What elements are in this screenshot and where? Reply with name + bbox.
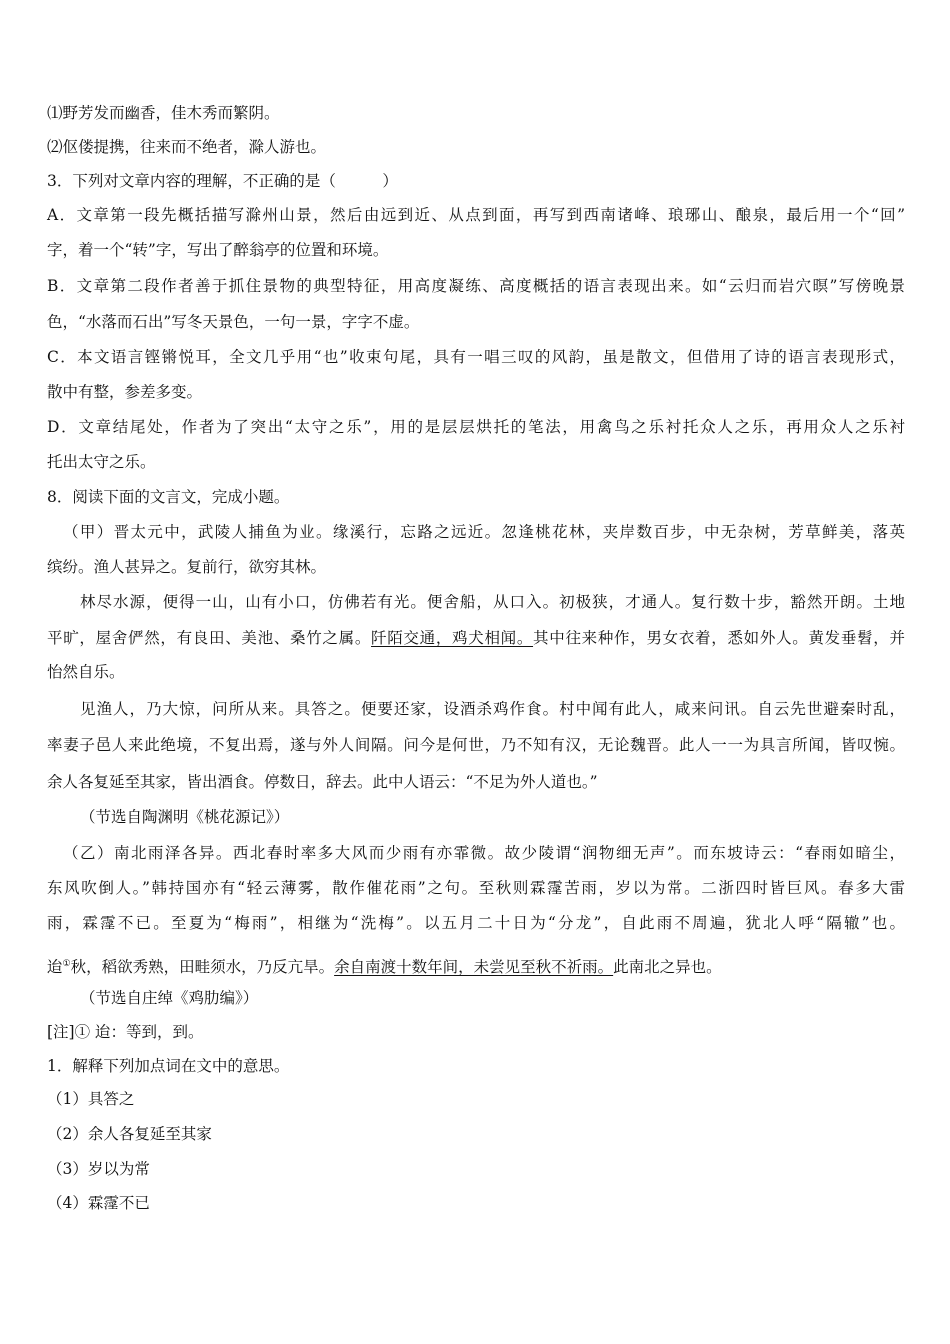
sub-question-4: （4）霖霪不已 xyxy=(47,1194,150,1212)
passage-jia-line1: （甲）晋太元中，武陵人捕鱼为业。缘溪行，忘路之远近。忽逢桃花林，夹岸数百步，中无杂树，芳草鲜美，落英 xyxy=(63,523,905,541)
passage-jia-line6: 见渔人，乃大惊，问所从来。具答之。便要还家，设酒杀鸡作食。村中闻有此人，咸来问讯。自云先世避秦时乱， xyxy=(80,700,905,718)
passage-yi-line3: 雨，霖霪不已。至夏为“梅雨”，相继为“洗梅”。以五月二十日为“分龙”，自此雨不周遍，犹北人呼“隔辙”也。 xyxy=(47,914,905,932)
option-b-line1: B．文章第二段作者善于抓住景物的典型特征，用高度凝练、高度概括的语言表现出来。如“云归而岩穴暝”写傍晚景 xyxy=(47,277,905,295)
passage-jia-line8: 余人各复延至其家，皆出酒食。停数日，辞去。此中人语云：“不足为外人道也。” xyxy=(47,773,598,791)
passage-jia-line5: 怡然自乐。 xyxy=(47,663,125,681)
text-segment: 此南北之异也。 xyxy=(613,958,722,977)
passage-yi-line2: 东风吹倒人。”韩持国亦有“轻云薄雾，散作催花雨”之句。至秋则霖霪苦雨，岁以为常。二浙四时皆巨风。春多大雷 xyxy=(47,879,905,897)
question-1: 1．解释下列加点词在文中的意思。 xyxy=(47,1057,290,1075)
option-a-line2: 字，着一个“转”字，写出了醉翁亭的位置和环境。 xyxy=(47,241,389,259)
passage-jia-line4 xyxy=(47,628,905,648)
question-8: 8．阅读下面的文言文，完成小题。 xyxy=(47,488,290,506)
passage-yi-line4 xyxy=(47,954,905,977)
text-segment: 平旷，屋舍俨然，有良田、美池、桑竹之属。 xyxy=(47,629,372,647)
footnote-marker: ① xyxy=(62,959,71,969)
source-yi: （节选自庄绰《鸡肋编》） xyxy=(80,989,259,1007)
sub-question-1: （1）具答之 xyxy=(47,1090,135,1108)
passage-jia-line2: 缤纷。渔人甚异之。复前行，欲穷其林。 xyxy=(47,558,327,576)
passage-yi-line1: （乙）南北雨泽各异。西北春时率多大风而少雨有亦霏微。故少陵谓“润物细无声”。而东坡诗云：“春雨如暗尘， xyxy=(63,844,905,862)
translation-item-2: ⑵伛偻提携，往来而不绝者，滁人游也。 xyxy=(47,138,327,156)
option-c-line2: 散中有整，参差多变。 xyxy=(47,383,203,401)
question-3: 3．下列对文章内容的理解，不正确的是（ ） xyxy=(47,172,398,190)
text-segment: 其中往来种作，男女衣着，悉如外人。黄发垂髫，并 xyxy=(533,629,905,647)
source-jia: （节选自陶渊明《桃花源记》） xyxy=(80,808,290,826)
sub-question-3: （3）岁以为常 xyxy=(47,1160,150,1178)
footnote: [注]① 迨：等到，到。 xyxy=(47,1023,204,1041)
option-d-line2: 托出太守之乐。 xyxy=(47,453,156,471)
option-b-line2: 色，“水落而石出”写冬天景色，一句一景，字字不虚。 xyxy=(47,313,420,331)
option-a-line1: A．文章第一段先概括描写滁州山景，然后由远到近、从点到面，再写到西南诸峰、琅琊山、酿泉，最后用一个“回” xyxy=(47,206,905,224)
sub-question-2: （2）余人各复延至其家 xyxy=(47,1125,212,1143)
passage-jia-line3: 林尽水源，便得一山，山有小口，仿佛若有光。便舍船，从口入。初极狭，才通人。复行数十步，豁然开朗。土地 xyxy=(80,593,905,611)
text-segment: 迨 xyxy=(47,958,63,977)
underlined-sentence: 余自南渡十数年间，未尝见至秋不祈雨。 xyxy=(334,958,614,977)
passage-jia-line7: 率妻子邑人来此绝境，不复出焉，遂与外人间隔。问今是何世，乃不知有汉，无论魏晋。此人一一为具言所闻，皆叹惋。 xyxy=(47,736,905,754)
underlined-sentence: 阡陌交通，鸡犬相闻。 xyxy=(371,629,534,647)
translation-item-1: ⑴野芳发而幽香，佳木秀而繁阴。 xyxy=(47,104,280,122)
text-segment: 秋，稻欲秀熟，田畦须水，乃反亢旱。 xyxy=(70,958,335,977)
option-d-line1: D．文章结尾处，作者为了突出“太守之乐”，用的是层层烘托的笔法，用禽鸟之乐衬托众人之乐，再用众人之乐衬 xyxy=(47,418,905,436)
option-c-line1: C．本文语言铿锵悦耳，全文几乎用“也”收束句尾，具有一唱三叹的风韵，虽是散文，但借用了诗的语言表现形式， xyxy=(47,348,905,366)
